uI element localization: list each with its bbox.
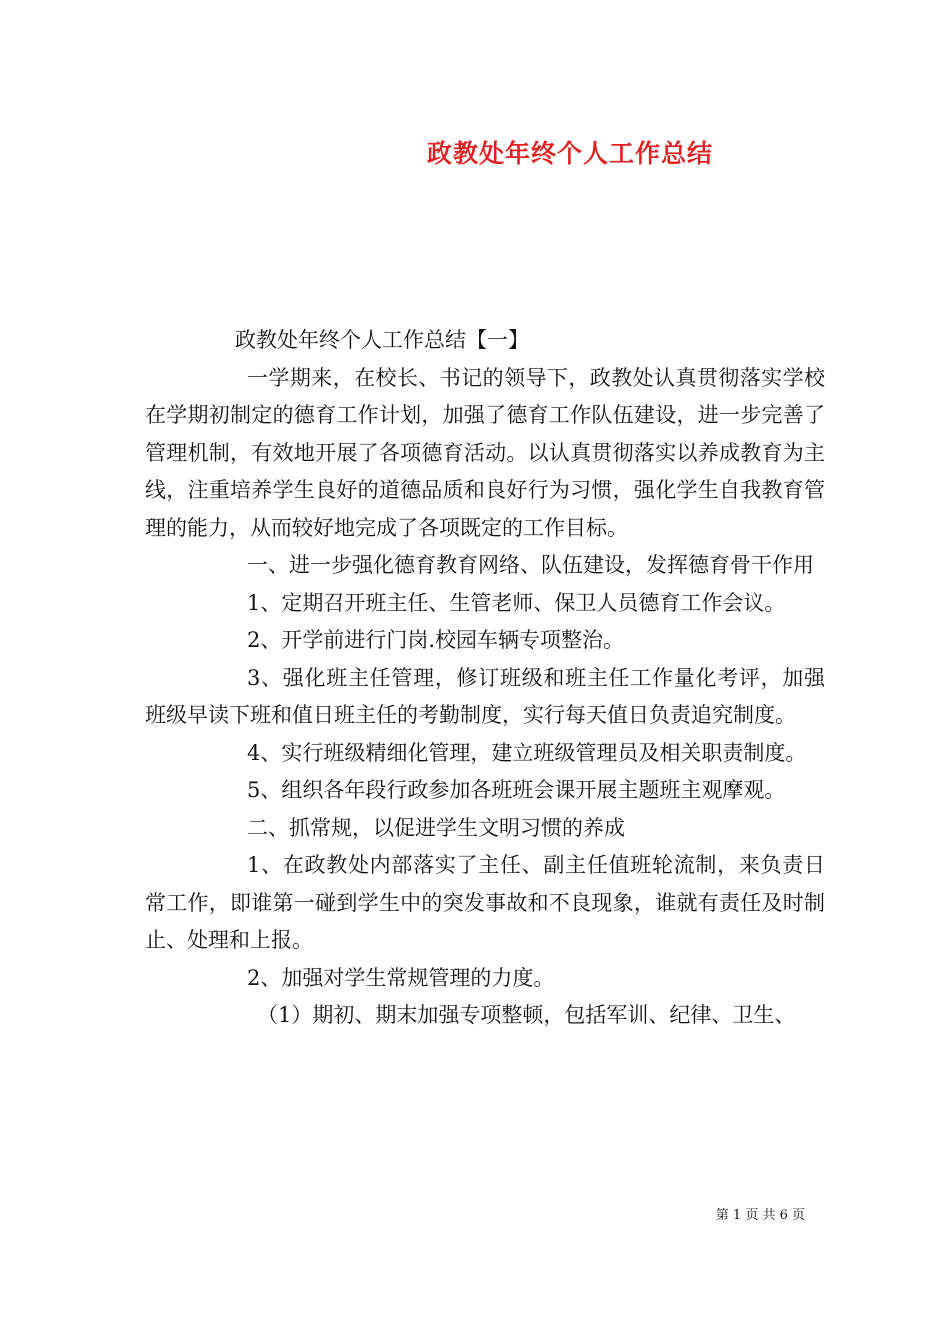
page-number: 第 1 页 共 6 页 (715, 1208, 805, 1223)
item-2-2-sub-1: （1）期初、期末加强专项整顿，包括军训、纪律、卫生、 (257, 1003, 796, 1027)
item-1-1: 1、定期召开班主任、生管老师、保卫人员德育工作会议。 (247, 590, 786, 615)
heading-part-one: 一、进一步强化德育教育网络、队伍建设，发挥德育骨干作用 (247, 553, 814, 577)
item-1-5: 5、组织各年段行政参加各班班会课开展主题班主观摩观。 (247, 778, 786, 802)
item-1-2: 2、开学前进行门岗.校园车辆专项整治。 (247, 628, 625, 652)
section-heading-1: 政教处年终个人工作总结【一】 (235, 328, 529, 352)
heading-part-two: 二、抓常规，以促进学生文明习惯的养成 (247, 815, 625, 840)
item-1-3: 3、强化班主任管理，修订班级和班主任工作量化考评，加强班级早读下班和值日班主任的考勤制度，实行每天值日负责追究制度。 (145, 665, 825, 727)
item-2-2: 2、加强对学生常规管理的力度。 (247, 965, 555, 990)
document-title: 政教处年终个人工作总结 (426, 139, 713, 168)
item-1-4: 4、实行班级精细化管理，建立班级管理员及相关职责制度。 (247, 740, 807, 765)
intro-paragraph: 一学期来，在校长、书记的领导下，政教处认真贯彻落实学校在学期初制定的德育工作计划，加强了德育工作队伍建设，进一步完善了管理机制，有效地开展了各项德育活动。以认真贯彻落实以养成教育为主线，注重培养学生良好的道德品质和良好行为习惯，强化学生自我教育管理的能力，从而较好地完成了各项既定的工作目标。 (145, 365, 825, 540)
item-2-1: 1、在政教处内部落实了主任、副主任值班轮流制，来负责日常工作，即谁第一碰到学生中的突发事故和不良现象，谁就有责任及时制止、处理和上报。 (145, 853, 825, 952)
document-body (145, 322, 825, 1035)
